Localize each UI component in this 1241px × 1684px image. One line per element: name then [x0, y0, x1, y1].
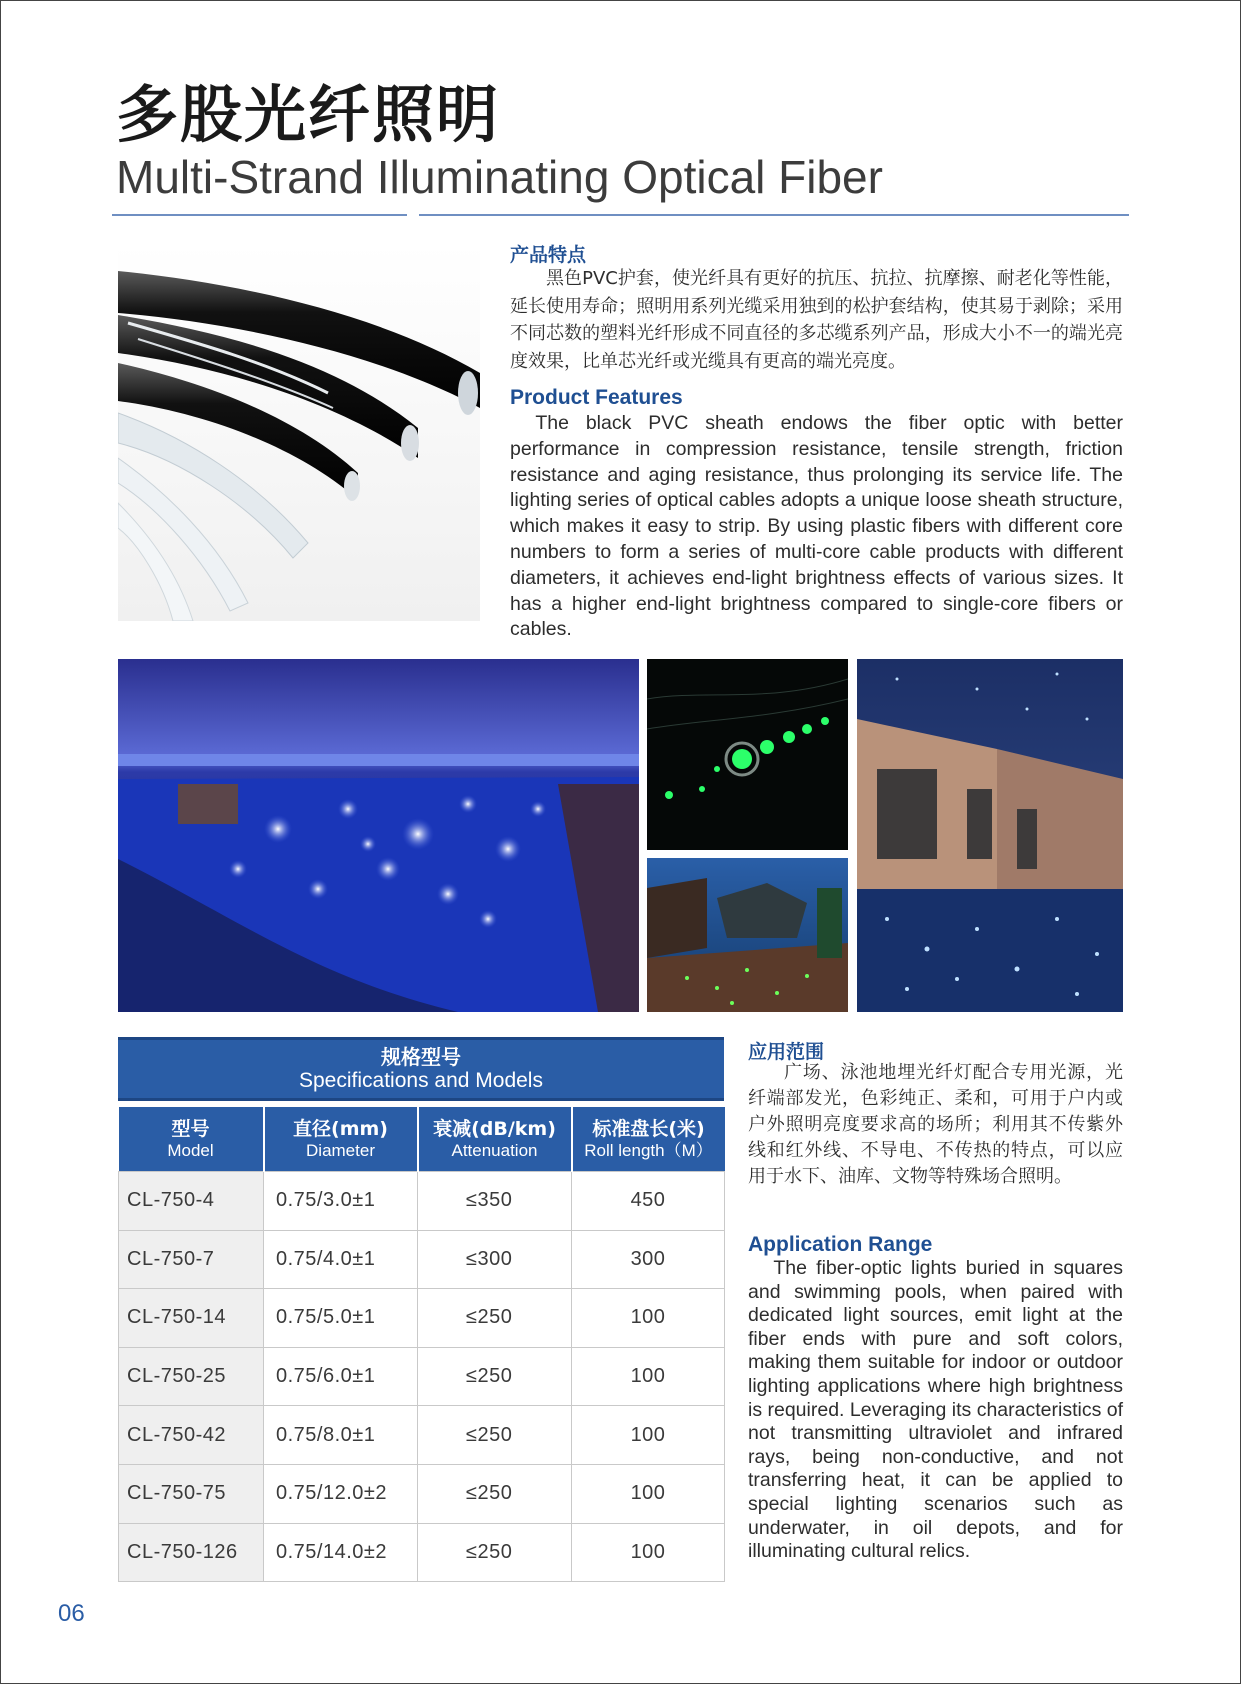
- application-body-en: The fiber-optic lights buried in squares and swimming pools, when paired with dedicated light sources, emit light at the fiber ends with pure and soft colors, making them suitable for indoor or outdoor lighting applications where high brightness is required. Leveraging its characteristics of not transmitting ultraviolet and infrared rays, being non-conductive, and not transferring heat, it can be applied to special lighting scenarios such as underwater, in oil depots, and for illuminating cultural relics.: [748, 1257, 1124, 1563]
- cell-diameter: 0.75/14.0±2: [264, 1523, 418, 1582]
- cell-diameter: 0.75/12.0±2: [264, 1464, 418, 1523]
- cell-attenuation: ≤350: [418, 1172, 572, 1231]
- cell-attenuation: ≤250: [418, 1289, 572, 1348]
- spec-title-en: Specifications and Models: [299, 1069, 543, 1092]
- cell-model: CL-750-42: [119, 1406, 264, 1465]
- cell-roll-length: 100: [572, 1347, 725, 1406]
- cell-model: CL-750-25: [119, 1347, 264, 1406]
- features-heading-en: Product Features: [510, 386, 683, 409]
- spec-table-title: [118, 1037, 724, 1101]
- features-body-cn: 黑色PVC护套，使光纤具有更好的抗压、抗拉、抗摩擦、耐老化等性能，延长使用寿命；照明用系列光缆采用独到的松护套结构，使其易于剥除；采用不同芯数的塑料光纤形成不同直径的多芯缆系列产品，形成大小不一的端光亮度效果，比单芯光纤或光缆具有更高的端光亮度。: [510, 268, 1123, 372]
- col-header-roll-length: 标准盘长(米) Roll length（M）: [572, 1107, 725, 1172]
- cell-roll-length: 100: [572, 1289, 725, 1348]
- table-row: [119, 1406, 725, 1465]
- cell-attenuation: ≤250: [418, 1464, 572, 1523]
- table-row: [119, 1347, 725, 1406]
- cell-roll-length: 450: [572, 1172, 725, 1231]
- table-row: [119, 1230, 725, 1289]
- features-heading-cn: 产品特点: [510, 244, 587, 266]
- title-rule-right: [419, 214, 1129, 216]
- cell-roll-length: 100: [572, 1406, 725, 1465]
- title-rule-left: [112, 214, 407, 216]
- cell-diameter: 0.75/4.0±1: [264, 1230, 418, 1289]
- col-header-model: 型号 Model: [119, 1107, 264, 1172]
- cell-roll-length: 100: [572, 1523, 725, 1582]
- cell-roll-length: 300: [572, 1230, 725, 1289]
- fiber-ends-glow-photo: [647, 659, 848, 850]
- garden-deck-photo: [647, 858, 848, 1012]
- col-header-attenuation: 衰减(dB/km) Attenuation: [418, 1107, 572, 1172]
- spec-grid: [118, 1107, 725, 1582]
- cell-diameter: 0.75/8.0±1: [264, 1406, 418, 1465]
- spec-title-cn: 规格型号: [381, 1045, 461, 1069]
- application-heading-en: Application Range: [748, 1233, 933, 1256]
- page-title-cn: 多股光纤照明: [116, 78, 501, 151]
- table-row: [119, 1172, 725, 1231]
- application-heading-cn: 应用范围: [748, 1041, 825, 1063]
- cell-diameter: 0.75/5.0±1: [264, 1289, 418, 1348]
- page-title-en: Multi-Strand Illuminating Optical Fiber: [116, 151, 883, 203]
- page-number: 06: [58, 1600, 85, 1627]
- cell-attenuation: ≤250: [418, 1523, 572, 1582]
- cell-diameter: 0.75/3.0±1: [264, 1172, 418, 1231]
- cell-model: CL-750-14: [119, 1289, 264, 1348]
- cell-model: CL-750-126: [119, 1523, 264, 1582]
- cell-attenuation: ≤250: [418, 1347, 572, 1406]
- spec-table: [118, 1037, 724, 1582]
- table-row: [119, 1289, 725, 1348]
- cell-attenuation: ≤250: [418, 1406, 572, 1465]
- pool-night-photo: [118, 659, 639, 1012]
- table-header-row: [119, 1107, 725, 1172]
- cell-model: CL-750-75: [119, 1464, 264, 1523]
- application-body-cn: 广场、泳池地埋光纤灯配合专用光源，光纤端部发光，色彩纯正、柔和，可用于户内或户外照明亮度要求高的场所；利用其不传紫外线和红外线、不导电、不传热的特点，可以应用于水下、油库、文物等特殊场合照明。: [748, 1062, 1123, 1187]
- fiber-cable-photo: [118, 243, 480, 621]
- villa-pool-starlight-photo: [857, 659, 1123, 1012]
- table-row: [119, 1523, 725, 1582]
- features-body-en: The black PVC sheath endows the fiber optic with better performance in compression resistance, tensile strength, friction resistance and aging resistance, thus prolonging its service life. The lighting series of optical cables adopts a unique loose sheath structure, which makes it easy to strip. By using plastic fibers with different core numbers to form a series of multi-core cable products with different diameters, it achieves end-light brightness effects of various sizes. It has a higher end-light brightness compared to single-core fibers or cables.: [510, 412, 1123, 641]
- cell-model: CL-750-7: [119, 1230, 264, 1289]
- table-row: [119, 1464, 725, 1523]
- cell-roll-length: 100: [572, 1464, 725, 1523]
- cell-model: CL-750-4: [119, 1172, 264, 1231]
- cell-diameter: 0.75/6.0±1: [264, 1347, 418, 1406]
- cell-attenuation: ≤300: [418, 1230, 572, 1289]
- col-header-diameter: 直径(mm) Diameter: [264, 1107, 418, 1172]
